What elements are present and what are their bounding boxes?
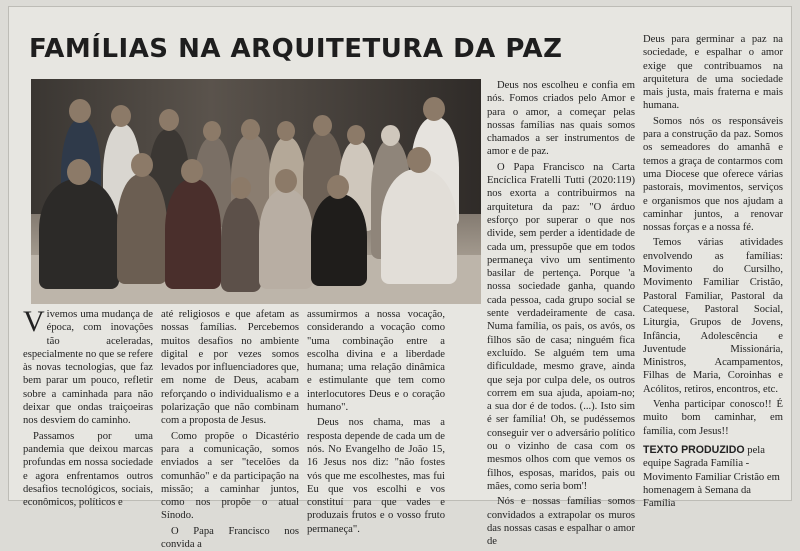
paragraph-text: Venha participar conosco!! É muito bom caminhar, em família, com Jesus!! bbox=[643, 399, 783, 437]
paragraph-text: até religiosos e que afetam as nossas famílias. Percebemos muitos desafios no ambiente digital e por vezes somos levados por influenciadores que, em nome de Deus, acabam reforçando o individualismo e a polarização que não combinam com a proposta de Jesus. bbox=[161, 309, 299, 427]
text-column-3 bbox=[307, 308, 445, 535]
person-head bbox=[241, 119, 260, 140]
paragraph-text: Deus nos escolheu e confia em nós. Fomos criados pelo Amor e para o amor, a começar pelas nossas famílias nas quais somos chamados a ser instrumentos de amor e de paz. bbox=[487, 80, 635, 158]
person-head bbox=[69, 99, 91, 123]
paragraph bbox=[307, 308, 445, 414]
person-head bbox=[275, 169, 297, 193]
paragraph bbox=[161, 308, 299, 428]
person bbox=[39, 179, 119, 289]
person-head bbox=[159, 109, 179, 131]
article-headline: FAMÍLIAS NA ARQUITETURA DA PAZ bbox=[29, 34, 563, 64]
credit-text: pela equipe Sagrada Família - Movimento Familiar Cristão em homenagem à Semana da Família bbox=[643, 444, 780, 510]
person-head bbox=[347, 125, 365, 145]
paragraph-text: assumirmos a nossa vocação, considerando a vocação como "uma combinação entre a escolha divina e a liberdade humana; uma relação dinâmica e estimulante que tem como interlocutores Deus e o coração humano". bbox=[307, 309, 445, 414]
paragraph bbox=[643, 398, 783, 438]
paragraph-text: Somos nós os responsáveis para a construção da paz. Somos os semeadores do amanhã e temos a graça de contarmos com uma Diocese que oferece várias pastorais, movimentos, serviços e organismos que nos ajudam a caminhar juntos, a renovar nossas forças e a nossa fé. bbox=[643, 115, 783, 234]
paragraph-text: Temos várias atividades envolvendo as famílias: Movimento do Cursilho, Movimento Familiar Cristão, Pastoral Familiar, Pastoral da Catequese, Pastoral Social, Liturgia, Grupos de Jovens, Infância, Adolescência e Juventude Missionária, Ministros, Acampamentos, Filhas de Maria, Coroinhas e Acólitos, retiros, encontros, etc. bbox=[643, 237, 783, 395]
paragraph-text: O Papa Francisco na Carta Encíclica Fratelli Tutti (2020:119) nos exorta a contribuirmos na arquitetura da paz: "O árduo esforço por superar o que nos divide, sem perder a identidade de cada um, pressupõe que em todos permaneça vivo um sentimento basilar de pertença. Porque 'a nossa sociedade ganha, quando cada pessoa, cada grupo social se sente verdadeiramente de casa. Numa família, os pais, os avós, os filhos são de casa; ninguém fica excluído. Se alguém tem uma dificuldade, mesmo grave, ainda que seja por culpa dele, os outros correm em sua ajuda, apoiam-no; a sua dor é de todos. (...). Isto sim é ser família! Oh, se pudéssemos conseguir ver o adversário político ou o vizinho de casa com os mesmos olhos com que vemos os filhos, esposas, maridos, pais ou mães, como seria bom'! bbox=[487, 161, 635, 492]
paragraph bbox=[307, 416, 445, 536]
person-head bbox=[231, 177, 251, 199]
person bbox=[259, 189, 313, 289]
paragraph-text: Nós e nossas famílias somos convidados a extrapolar os muros das nossas casas e espalhar o amor de bbox=[487, 496, 635, 548]
person bbox=[381, 169, 457, 284]
drop-cap: V bbox=[23, 305, 45, 338]
person-head bbox=[131, 153, 153, 177]
paragraph bbox=[487, 79, 635, 159]
paragraph bbox=[487, 161, 635, 493]
newspaper-page bbox=[8, 6, 792, 551]
person bbox=[311, 194, 367, 286]
paragraph-text: ivemos uma mudança de época, com inovações tão aceleradas, especialmente no que se refere às novas tecnologias, que faz bem parar um pouco, refletir sobre a caminhada para não deixar que ondas traiçoeiras nos desviem do caminho. bbox=[23, 309, 153, 427]
person-head bbox=[277, 121, 295, 141]
group-photo bbox=[31, 79, 481, 304]
person-head bbox=[67, 159, 91, 185]
person-head bbox=[423, 97, 445, 121]
paragraph bbox=[23, 430, 153, 510]
person-head bbox=[407, 147, 431, 173]
text-column-1 bbox=[23, 305, 153, 509]
credit-label: TEXTO PRODUZIDO bbox=[643, 443, 745, 456]
text-column-4 bbox=[487, 79, 635, 548]
person-head bbox=[327, 175, 349, 199]
person-head bbox=[203, 121, 221, 141]
paragraph bbox=[161, 430, 299, 523]
person bbox=[165, 179, 221, 289]
paragraph bbox=[23, 305, 153, 428]
text-column-5 bbox=[643, 33, 783, 510]
paragraph bbox=[643, 115, 783, 235]
person-head bbox=[381, 125, 400, 146]
paragraph bbox=[643, 236, 783, 396]
person bbox=[117, 174, 167, 284]
paragraph-text: Como propõe o Dicastério para a comunicação, somos enviados a ser "tecelões da comunhão" e da participação na missão; a caminhar juntos, como nos propõe o atual Sínodo. bbox=[161, 430, 299, 522]
paragraph bbox=[643, 33, 783, 113]
paragraph-text: Deus para germinar a paz na sociedade, e espalhar o amor exige que contribuamos na arquitetura de uma sociedade mais justa, mais fraterna e mais humana. bbox=[643, 34, 783, 112]
paragraph bbox=[487, 495, 635, 548]
paragraph bbox=[161, 525, 299, 551]
person bbox=[221, 197, 261, 292]
paragraph-text: Passamos por uma pandemia que deixou marcas profundas em nossa sociedade e agora enfrentamos outros desafios tecnológicos, sociais, econômicos, políticos e bbox=[23, 430, 153, 509]
person-head bbox=[181, 159, 203, 183]
text-column-2 bbox=[161, 308, 299, 551]
paragraph-text: Deus nos chama, mas a resposta depende de cada um de nós. No Evangelho de João 15, 16 Jesus nos diz: "não fostes vós que me escolhestes, mas fui Eu que vos escolhi e vos constituí para que vades e produzais frutos e o vosso fruto permaneça". bbox=[307, 417, 445, 535]
person-head bbox=[111, 105, 131, 127]
person-head bbox=[313, 115, 332, 136]
article-credit bbox=[643, 444, 783, 510]
paragraph-text: O Papa Francisco nos convida a bbox=[161, 525, 299, 551]
